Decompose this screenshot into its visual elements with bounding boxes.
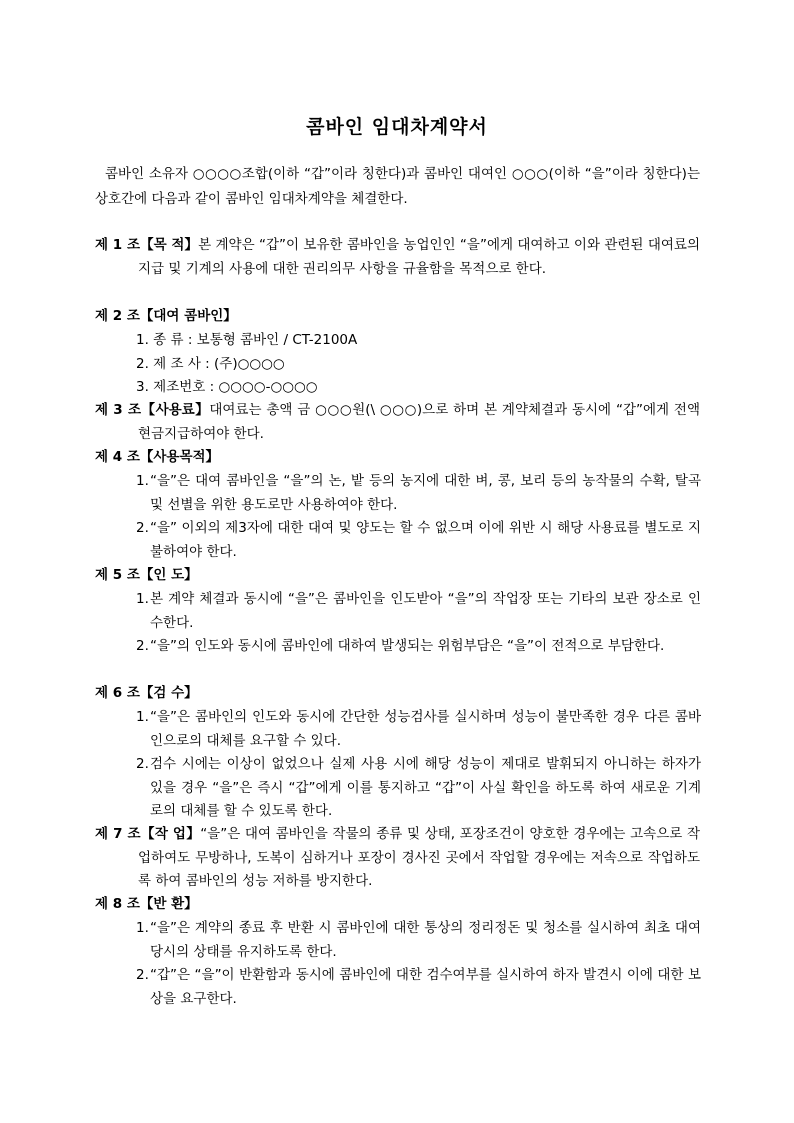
article-8-heading xyxy=(95,893,700,917)
intro-paragraph: 콤바인 소유자 ○○○○조합(이하 “갑”이라 칭한다)과 콤바인 대여인 ○○○(이하 “을”이라 칭한다)는 상호간에 다음과 같이 콤바인 임대차계약을 체결한다. xyxy=(95,166,700,207)
article-7 xyxy=(95,823,700,894)
article-6-item-1 xyxy=(136,706,701,753)
article-5-item-2 xyxy=(136,635,701,659)
item-text: 본 계약 체결과 동시에 “을”은 콤바인을 인도받아 “을”의 작업장 또는 기타의 보관 장소로 인수한다. xyxy=(150,591,701,631)
article-5-item-1 xyxy=(136,588,701,635)
article-1-text: 본 계약은 “갑”이 보유한 콤바인을 농업인인 “을”에게 대여하고 이와 관련된 대여료의 지급 및 기계의 사용에 대한 권리의무 사항을 규율함을 목적으로 한다. xyxy=(138,237,700,277)
item-text: “을”은 콤바인의 인도와 동시에 간단한 성능검사를 실시하며 성능이 불만족한 경우 다른 콤바인으로의 대체를 요구할 수 있다. xyxy=(150,709,701,749)
article-2-heading xyxy=(95,305,700,329)
article-2-spec-1: 1. 종 류 : 보통형 콤바인 / CT-2100A xyxy=(136,332,358,348)
item-number: 1. xyxy=(136,709,149,725)
article-3 xyxy=(95,399,700,446)
item-text: “갑”은 “을”이 반환함과 동시에 콤바인에 대한 검수여부를 실시하여 하자 발견시 이에 대한 보상을 요구한다. xyxy=(150,967,701,1007)
article-2-spec-3: 3. 제조번호 : ○○○○-○○○○ xyxy=(136,379,318,395)
article-1-heading: 제 1 조【목 적】 xyxy=(95,237,199,253)
article-8-heading-text: 제 8 조【반 환】 xyxy=(95,896,198,912)
article-6-heading-text: 제 6 조【검 수】 xyxy=(95,685,198,701)
item-number: 2. xyxy=(136,638,149,654)
item-number: 1. xyxy=(136,473,149,489)
article-4-heading xyxy=(95,446,700,470)
article-4-item-1 xyxy=(136,470,701,517)
item-number: 2. xyxy=(136,520,149,536)
document-title: 콤바인 임대차계약서 xyxy=(306,116,488,138)
article-3-heading: 제 3 조【사용료】 xyxy=(95,402,210,418)
article-6-item-2 xyxy=(136,753,701,824)
item-text: “을” 이외의 제3자에 대한 대여 및 양도는 할 수 없으며 이에 위반 시 해당 사용료를 별도로 지불하여야 한다. xyxy=(150,520,701,560)
article-4-heading-text: 제 4 조【사용목적】 xyxy=(95,449,220,465)
article-7-text: “을”은 대여 콤바인을 작물의 종류 및 상태, 포장조건이 양호한 경우에는 고속으로 작업하여도 무방하나, 도복이 심하거나 포장이 경사진 곳에서 작업할 경우에는 저속으로 작업하도록 하여 콤바인의 성능 저하를 방지한다. xyxy=(138,826,700,889)
item-text: “을”의 인도와 동시에 콤바인에 대하여 발생되는 위험부담은 “을”이 전적으로 부담한다. xyxy=(150,638,665,654)
item-number: 1. xyxy=(136,920,149,936)
item-number: 2. xyxy=(136,756,149,772)
article-2-spec-2: 2. 제 조 사 : (주)○○○○ xyxy=(136,356,285,372)
item-text: 검수 시에는 이상이 없었으나 실제 사용 시에 해당 성능이 제대로 발휘되지 아니하는 하자가 있을 경우 “을”은 즉시 “갑”에게 이를 통지하고 “갑”이 사실 확인을 하도록 하여 새로운 기계로의 대체를 할 수 있도록 한다. xyxy=(150,756,701,819)
item-text: “을”은 대여 콤바인을 “을”의 논, 밭 등의 농지에 대한 벼, 콩, 보리 등의 농작물의 수확, 탈곡 및 선별을 위한 용도로만 사용하여야 한다. xyxy=(150,473,701,513)
article-4-item-2 xyxy=(136,517,701,564)
item-number: 1. xyxy=(136,591,149,607)
article-6-heading xyxy=(95,682,700,706)
item-number: 2. xyxy=(136,967,149,983)
article-5-heading-text: 제 5 조【인 도】 xyxy=(95,567,198,583)
article-2-heading-text: 제 2 조【대여 콤바인】 xyxy=(95,308,237,324)
article-1 xyxy=(95,234,700,281)
article-7-heading: 제 7 조【작 업】 xyxy=(95,826,201,842)
article-5-heading xyxy=(95,564,700,588)
article-3-text: 대여료는 총액 금 ○○○원(\ ○○○)으로 하며 본 계약체결과 동시에 “갑”에게 전액 현금지급하여야 한다. xyxy=(138,402,700,442)
item-text: “을”은 계약의 종료 후 반환 시 콤바인에 대한 통상의 정리정돈 및 청소를 실시하여 최초 대여당시의 상태를 유지하도록 한다. xyxy=(150,920,701,960)
article-8-item-1 xyxy=(136,917,701,964)
article-8-item-2 xyxy=(136,964,701,1011)
